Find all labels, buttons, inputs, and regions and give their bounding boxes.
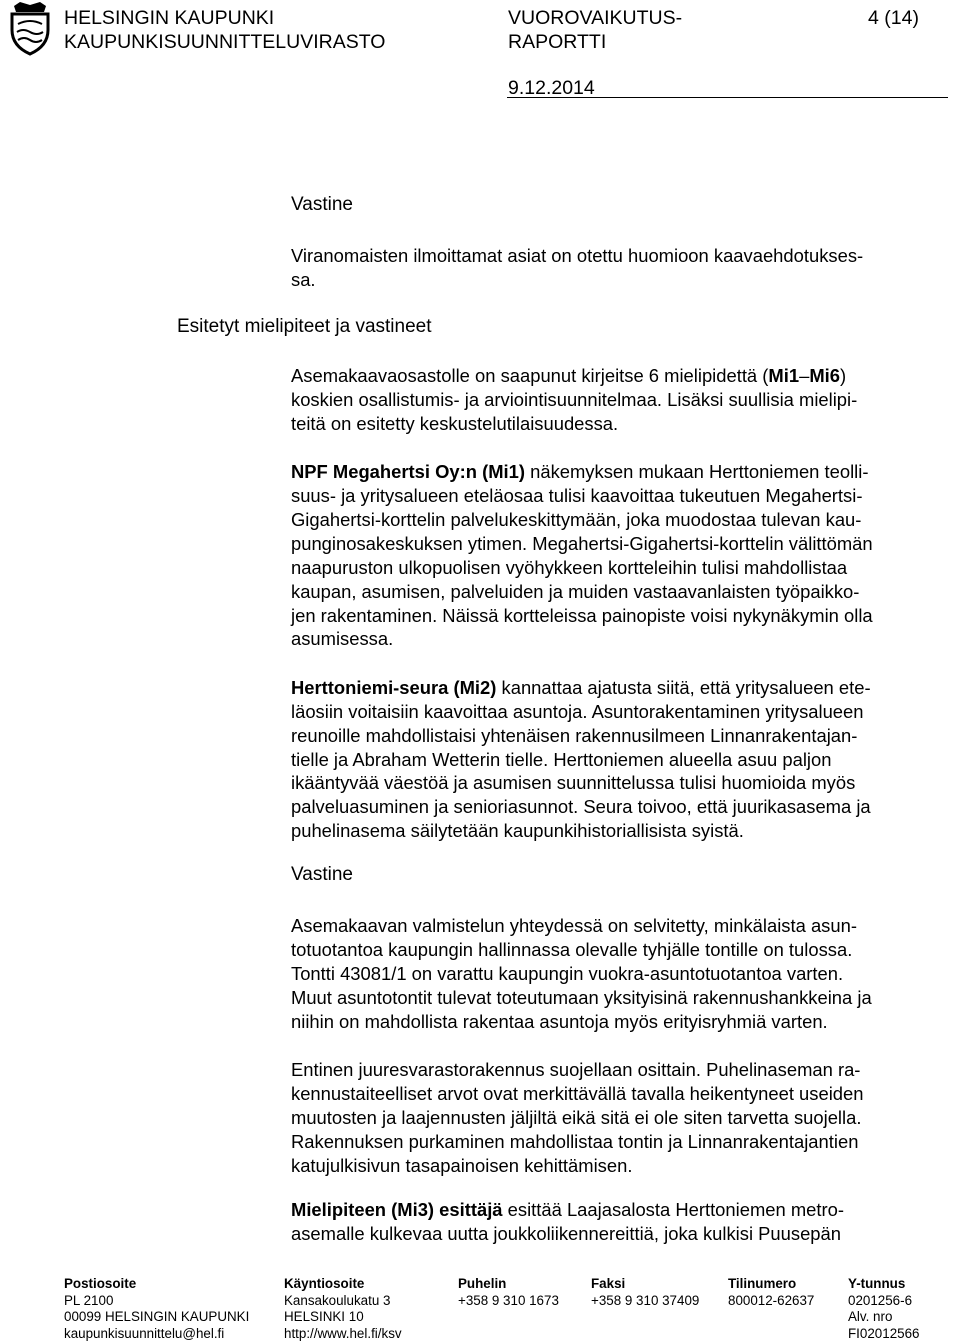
paragraph-line: Viranomaisten ilmoittamat asiat on otettu huomioon kaavaehdotukses- [291,245,864,266]
footer-value: +358 9 310 1673 [458,1292,559,1308]
paragraph-line: Asemakaavan valmistelun yhteydessä on selvitetty, minkälaista asun- [291,915,857,936]
footer-puhelin [458,1276,559,1309]
org-name: HELSINGIN KAUPUNKI [64,7,275,29]
vastine-heading: Vastine [291,864,353,885]
footer-faksi [591,1276,699,1309]
paragraph-line: ikääntyvää väestöä ja asumisen suunnittelussa tulisi huomioida myös [291,772,856,793]
paragraph-line: tielle ja Abraham Wetterin tielle. Herttoniemen alueella asuu paljon [291,749,832,770]
footer-email-link[interactable]: kaupunkisuunnittelu@hel.fi [64,1325,225,1341]
document-type-continued: RAPORTTI [508,31,607,53]
paragraph-line: asumisessa. [291,628,394,649]
paragraph-line: läosiin voitaisiin kaavoittaa asuntoja. Asuntorakentaminen yritysalueen [291,701,864,722]
paragraph-line: Muut asuntotontit tulevat toteutumaan yksityisinä rakennushankkeina ja [291,987,872,1008]
paragraph-line: teitä on esitetty keskustelutilaisuudessa. [291,413,619,434]
paragraph-line: palveluasuminen ja senioriasunnot. Seura toivoo, että juurikasasema ja [291,796,871,817]
page-number: 4 (14) [868,7,919,29]
footer-website-link[interactable]: http://www.hel.fi/ksv [284,1325,402,1341]
footer-value: +358 9 310 37409 [591,1292,700,1308]
paragraph-line: asemalle kulkevaa uutta joukkoliikennereittiä, joka kulkisi Puusepän [291,1223,841,1244]
footer-value: FI02012566 [848,1325,920,1341]
paragraph-line: kaupan, asumisen, palveluiden ja muiden vastaavanlaisten työpaikko- [291,581,860,602]
footer-kayntiosoite [284,1276,402,1342]
paragraph-line: NPF Megahertsi Oy:n (Mi1) näkemyksen mukaan Herttoniemen teolli- [291,461,869,482]
footer-label: Puhelin [458,1276,507,1291]
paragraph-line: niihin on mahdollista rakentaa asuntoja myös erityisryhmiä varten. [291,1011,828,1032]
paragraph-line: reunoille mahdollistaisi yhtenäisen rakennusilmeen Linnanrakentajan- [291,725,858,746]
paragraph-line: Tontti 43081/1 on varattu kaupungin vuokra-asuntotuotantoa varten. [291,963,844,984]
paragraph-line: sa. [291,269,316,290]
paragraph-line: puhelinasema säilytetään kaupunkihistoriallisista syistä. [291,820,744,841]
paragraph-line: kennustaiteelliset arvot ovat merkittävällä tavalla heikentyneet useiden [291,1083,864,1104]
vastine-heading: Vastine [291,194,353,215]
paragraph-line: muutosten ja laajennusten jäljiltä eikä sitä ei ole siten tarvetta suojella. [291,1107,862,1128]
footer-value: PL 2100 [64,1292,114,1308]
footer-value: 00099 HELSINGIN KAUPUNKI [64,1309,250,1324]
paragraph-line: Mielipiteen (Mi3) esittäjä esittää Laajasalosta Herttoniemen metro- [291,1199,844,1220]
footer-label: Faksi [591,1276,626,1291]
paragraph-line: jen rakentaminen. Näissä kortteleissa painopiste voisi nykynäkymin olla [291,605,873,626]
org-department: KAUPUNKISUUNNITTELUVIRASTO [64,31,386,53]
footer-value: 0201256-6 [848,1292,913,1308]
paragraph-line: Entinen juuresvarastorakennus suojellaan osittain. Puhelinaseman ra- [291,1059,861,1080]
footer-value: HELSINKI 10 [284,1309,364,1324]
footer-value: 800012-62637 [728,1292,815,1308]
footer-postiosoite [64,1276,249,1342]
paragraph-line: suus- ja yritysalueen eteläosaa tulisi kaavoittaa tukeutuen Megahertsi- [291,485,863,506]
footer-value: Kansakoulukatu 3 [284,1292,391,1308]
footer-label: Postiosoite [64,1276,137,1291]
footer-value: Alv. nro [848,1309,893,1324]
footer-label: Käyntiosoite [284,1276,365,1291]
paragraph-line: punginosakeskuksen ytimen. Megahertsi-Gigahertsi-korttelin välittömän [291,533,873,554]
paragraph-line: Herttoniemi-seura (Mi2) kannattaa ajatusta siitä, että yritysalueen ete- [291,677,871,698]
footer-label: Y-tunnus [848,1276,906,1291]
header-rule [507,97,948,98]
paragraph-line: Asemakaavaosastolle on saapunut kirjeitse 6 mielipidettä (Mi1–Mi6) [291,365,847,386]
document-date: 9.12.2014 [508,77,595,99]
document-type: VUOROVAIKUTUS- [508,7,683,29]
paragraph-line: koskien osallistumis- ja arviointisuunnitelmaa. Lisäksi suullisia mielipi- [291,389,858,410]
paragraph-line: naapuruston ulkopuolisen vyöhykkeen kortteleihin tulisi mahdollistaa [291,557,848,578]
footer-tilinumero [728,1276,814,1309]
helsinki-crest-logo [8,0,52,56]
footer-ytunnus [848,1276,919,1342]
footer-label: Tilinumero [728,1276,797,1291]
paragraph-line: Gigahertsi-korttelin palvelukeskittymään, joka muodostaa tulevan kau- [291,509,862,530]
section-heading: Esitetyt mielipiteet ja vastineet [177,316,432,337]
paragraph-line: totuotantoa kaupungin hallinnassa olevalle tyhjälle tontille on tulossa. [291,939,853,960]
paragraph-line: katujulkisivun tasapainoisen kehittämisen. [291,1155,633,1176]
paragraph-line: Rakennuksen purkaminen mahdollistaa tontin ja Linnanrakentajantien [291,1131,859,1152]
